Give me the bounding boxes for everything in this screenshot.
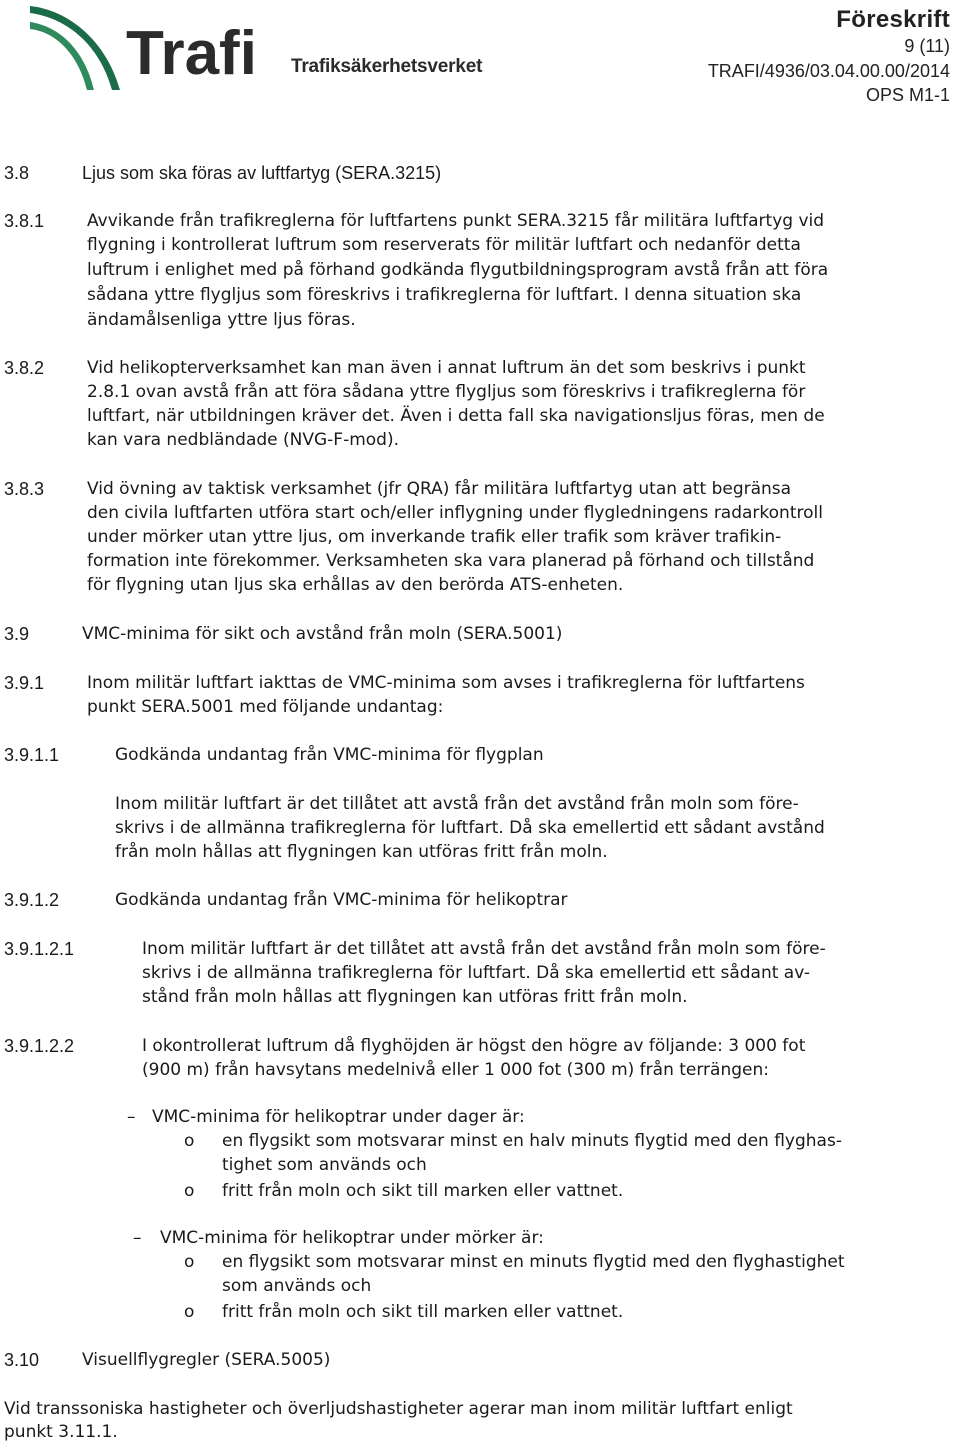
section-number: 3.10 [4, 1350, 40, 1370]
list-item: fritt från moln och sikt till marken eller vattnet. [222, 1181, 624, 1201]
paragraph-line: flygning i kontrollerat luftrum som reserverats för militär luftfart och nedanför detta [87, 235, 801, 255]
section-number: 3.9.1.2 [4, 890, 60, 910]
list-item-label: VMC-minima för helikoptrar under mörker är: [160, 1228, 544, 1248]
section-number: 3.8.3 [4, 479, 45, 499]
agency-name: Trafiksäkerhetsverket [291, 56, 483, 77]
paragraph-line: från moln hållas att flygningen kan utföras fritt från moln. [115, 842, 608, 862]
paragraph-line: Inom militär luftfart iakttas de VMC-minima som avses i trafikreglerna för luftfartens [87, 673, 805, 693]
paragraph-line: Vid övning av taktisk verksamhet (jfr QRA) får militära luftfartyg utan att begränsa [87, 479, 792, 499]
paragraph-line: 2.8.1 ovan avstå från att föra sådana yttre flygljus som föreskrivs i trafikreglerna för [87, 382, 806, 402]
section-number: 3.9.1 [4, 673, 45, 693]
section-number: 3.9 [4, 624, 30, 644]
section-number: 3.9.1.2.2 [4, 1036, 75, 1056]
list-item-label: VMC-minima för helikoptrar under dager är: [152, 1107, 525, 1127]
document-code: OPS M1-1 [865, 85, 950, 105]
section-title: Godkända undantag från VMC-minima för helikoptrar [115, 890, 568, 910]
list-item: tighet som används och [222, 1155, 427, 1175]
paragraph-line: Vid helikopterverksamhet kan man även i annat luftrum än det som beskrivs i punkt [87, 358, 806, 378]
paragraph-line: (900 m) från havsytans medelnivå eller 1 000 fot (300 m) från terrängen: [142, 1060, 769, 1080]
paragraph-line: I okontrollerat luftrum då flyghöjden är högst den högre av följande: 3 000 fot [142, 1036, 806, 1056]
list-item: som används och [222, 1276, 372, 1296]
paragraph-line: Inom militär luftfart är det tillåtet att avstå från det avstånd från moln som före- [142, 939, 826, 959]
section-title: Godkända undantag från VMC-minima för flygplan [115, 745, 544, 765]
list-item: en flygsikt som motsvarar minst en minuts flygtid med den flyghastighet [222, 1252, 845, 1272]
bullet-marker: o [184, 1302, 195, 1322]
section-title: VMC-minima för sikt och avstånd från moln (SERA.5001) [82, 624, 563, 644]
paragraph-line: under mörker utan yttre ljus, om inverkande trafik eller trafik som kräver trafikin- [87, 527, 782, 547]
list-dash: – [133, 1228, 142, 1248]
list-item: en flygsikt som motsvarar minst en halv minuts flygtid med den flyghas- [222, 1131, 842, 1151]
list-dash: – [127, 1107, 136, 1127]
paragraph-line: sådana yttre flygljus som föreskrivs i trafikreglerna för luftfart. I denna situation ska [87, 285, 802, 305]
section-number: 3.9.1.1 [4, 745, 60, 765]
paragraph-line: Avvikande från trafikreglerna för luftfartens punkt SERA.3215 får militära luftfartyg vid [87, 211, 825, 231]
section-title: Ljus som ska föras av luftfartyg (SERA.3215) [82, 163, 442, 183]
paragraph-line: skrivs i de allmänna trafikreglerna för luftfart. Då ska emellertid ett sådant av- [142, 963, 810, 983]
paragraph-line: luftrum i enlighet med på förhand godkända flygutbildningsprogram avstå från att föra [87, 260, 829, 280]
paragraph-line: Inom militär luftfart är det tillåtet att avstå från det avstånd från moln som före- [115, 794, 799, 814]
paragraph-line: för flygning utan ljus ska erhållas av den berörda ATS-enheten. [87, 575, 624, 595]
list-item: fritt från moln och sikt till marken eller vattnet. [222, 1302, 624, 1322]
section-title: Visuellflygregler (SERA.5005) [82, 1350, 331, 1370]
bullet-marker: o [184, 1252, 195, 1272]
paragraph-line: skrivs i de allmänna trafikreglerna för luftfart. Då ska emellertid ett sådant avstånd [115, 818, 825, 838]
paragraph-line: luftfart, när utbildningen kräver det. Även i detta fall ska navigationsljus föras, men de [87, 406, 825, 426]
section-number: 3.8.1 [4, 211, 45, 231]
paragraph-line: formation inte förekommer. Verksamheten ska vara planerad på förhand och tillstånd [87, 551, 815, 571]
section-number: 3.8.2 [4, 358, 45, 378]
section-number: 3.9.1.2.1 [4, 939, 75, 959]
bullet-marker: o [184, 1181, 195, 1201]
trafi-logo [28, 0, 298, 96]
paragraph-line: stånd från moln hållas att flygningen kan utföras fritt från moln. [142, 987, 688, 1007]
paragraph-line: kan vara nedbländade (NVG-F-mod). [87, 430, 400, 450]
paragraph-line: punkt SERA.5001 med följande undantag: [87, 697, 444, 717]
document-reference: TRAFI/4936/03.04.00.00/2014 [707, 61, 950, 81]
page-number: 9 (11) [904, 36, 950, 56]
paragraph-line: den civila luftfarten utföra start och/eller inflygning under flygledningens radarkontroll [87, 503, 823, 523]
paragraph-line: Vid transsoniska hastigheter och överljudshastigheter agerar man inom militär luftfart enligt [4, 1399, 793, 1419]
logo-wordmark: Trafi [126, 19, 257, 88]
document-type: Föreskrift [836, 6, 950, 33]
paragraph-line: ändamålsenliga yttre ljus föras. [87, 310, 356, 330]
bullet-marker: o [184, 1131, 195, 1151]
paragraph-line: punkt 3.11.1. [4, 1422, 118, 1442]
section-number: 3.8 [4, 163, 30, 183]
